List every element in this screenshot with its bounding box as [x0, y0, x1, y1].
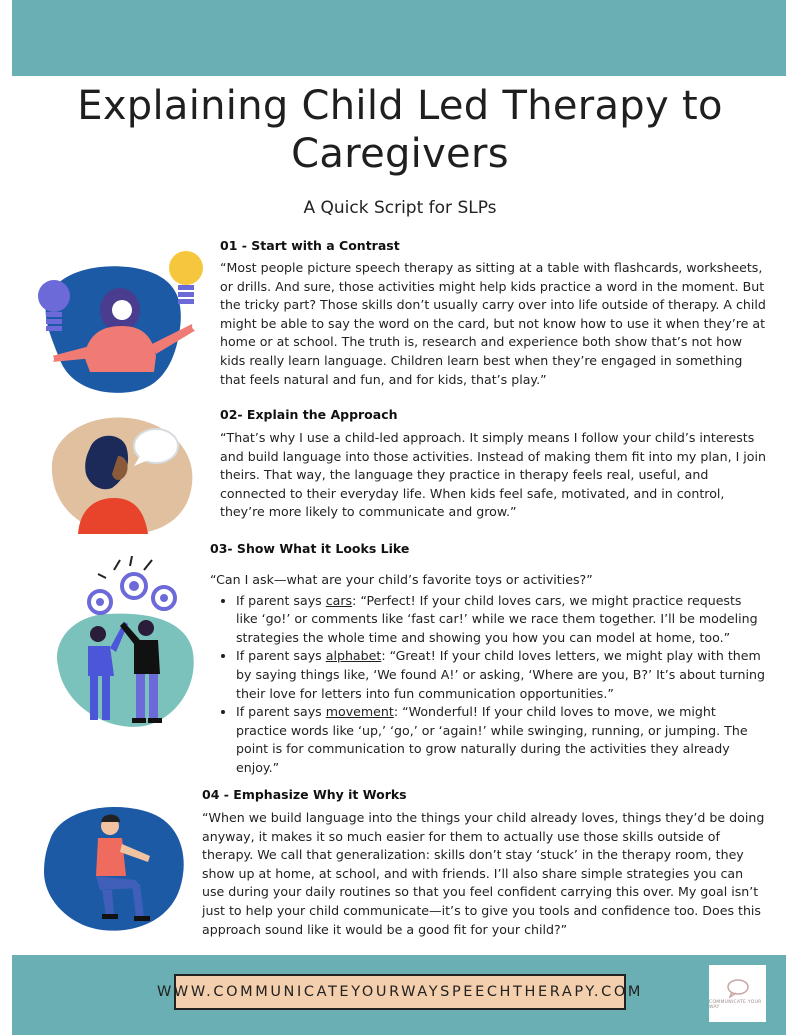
section-4-body: “When we build language into the things your child already loves, things they’d be doing anyway, it makes it so much easier for them to actually use those skills outside of therapy. We call that generalization: skills don’t stay ‘stuck’ in the therapy room, they show up at home, at school, and with friends. I’ll also share simple strategies you can use during your daily routines so that you feel confident carrying this over. My goal isn’t just to help your child communicate—it’s to give you tools and confidence too. Does this approach sound like it would be a good fit for your child?” — [202, 810, 765, 937]
section-2-body: “That’s why I use a child-led approach. It simply means I follow your child’s interests and build language into those activities. Instead of making them fit into my plan, I join theirs. That way, the language they practice in therapy feels real, useful, and connected to their everyday life. When kids feel safe, motivated, and in control, they’re more likely to communicate and grow.” — [220, 430, 766, 520]
target-icon — [153, 587, 175, 609]
section-3-body — [210, 571, 766, 778]
brand-logo: COMMUNICATE YOUR WAY — [709, 965, 766, 1022]
targets-people-illustration — [48, 556, 200, 732]
section-3-heading: 03- Show What it Looks Like — [210, 541, 410, 556]
section-1-heading: 01 - Start with a Contrast — [220, 238, 400, 253]
page-subtitle: A Quick Script for SLPs — [303, 198, 497, 218]
keyword-movement: movement — [325, 704, 394, 720]
woman-speech-illustration — [40, 412, 200, 536]
target-icon — [122, 574, 146, 598]
list-item: • If parent says movement: “Wonderful! If your child loves to move, we might practice words like ‘up,’ ‘go,’ or ‘again!’ while swinging, running, or jumping. The point is for communication to grow naturally during the activities they already enjoy.” — [236, 703, 766, 777]
section-2-heading: 02- Explain the Approach — [220, 407, 398, 422]
speech-bubble-icon — [725, 978, 751, 998]
top-banner — [12, 0, 786, 76]
website-link[interactable]: WWW.COMMUNICATEYOURWAYSPEECHTHERAPY.COM — [174, 974, 626, 1010]
list-item: • If parent says cars: “Perfect! If your child loves cars, we might practice requests like ‘go!’ or comments like ‘fast car!’ while we race them together. I’ll be modeling strategies the whole time and showing you how you can model at home, too.” — [236, 592, 766, 648]
seated-man-illustration — [40, 800, 190, 934]
woman-lightbulbs-illustration — [34, 248, 210, 396]
page-title: Explaining Child Led Therapy to Caregivers — [77, 83, 723, 177]
target-icon — [89, 591, 111, 613]
section-1-body: “Most people picture speech therapy as sitting at a table with flashcards, worksheets, or drills. And sure, those activities might help kids practice a word in the moment. But the tricky part? Those skills don’t usually carry over into life outside of therapy. A child might be able to say the word on the card, but not know how to use it when they’re at home or at school. The truth is, research and experience both show that’s not how kids really learn language. Children learn best when they’re engaged in something that feels natural and fun, and for kids, that’s play.” — [220, 260, 766, 387]
keyword-cars: cars — [325, 592, 353, 608]
list-item: • If parent says alphabet: “Great! If your child loves letters, we might play with them by saying things like, ‘We found A!’ or asking, ‘Where are you, B?’ It’s about turning their love for letters into fun communication opportunities.” — [236, 647, 766, 703]
keyword-alphabet: alphabet — [325, 648, 382, 664]
section-4-heading: 04 - Emphasize Why it Works — [202, 787, 407, 802]
section-3-intro: “Can I ask—what are your child’s favorite toys or activities?” — [210, 572, 593, 587]
